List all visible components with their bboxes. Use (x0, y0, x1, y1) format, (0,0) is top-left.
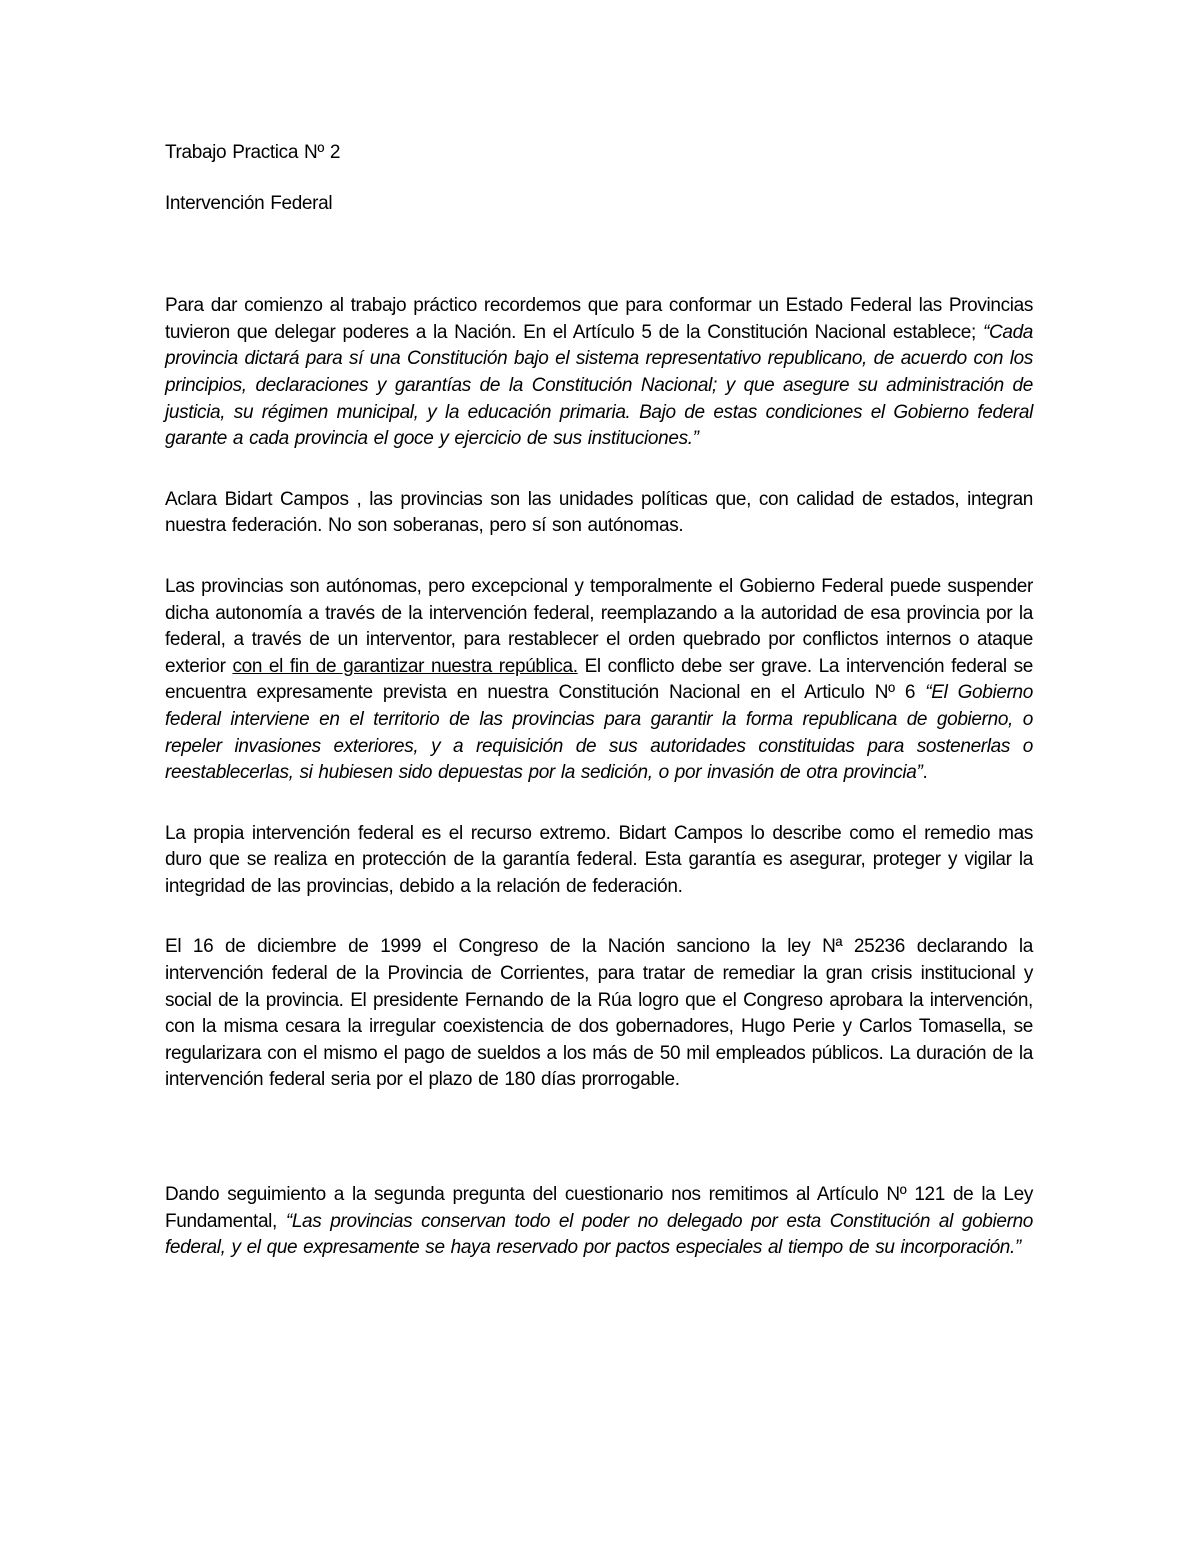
underlined-phrase: con el fin de garantizar nuestra república. (232, 655, 578, 677)
paragraph-intervention (165, 574, 1033, 787)
paragraph-end: . (922, 762, 928, 784)
paragraph-text: Para dar comienzo al trabajo práctico recordemos que para conformar un Estado Federal las Provincias tuvieron que delegar poderes a la Nación. En el Artículo 5 de la Constitución Nacional establece; (165, 295, 1033, 343)
paragraph-extreme-remedy: La propia intervención federal es el recurso extremo. Bidart Campos lo describe como el remedio mas duro que se realiza en protección de la garantía federal. Esta garantía es asegurar, proteger y vigilar la integridad de las provincias, debido a la relación de federación. (165, 822, 1033, 897)
paragraph-text: Dando seguimiento a la segunda pregunta del cuestionario nos remitimos al Artículo Nº 121 de la Ley Fundamental, (165, 1184, 1033, 1232)
paragraph-article-121 (165, 1182, 1033, 1262)
paragraph-text: Las provincias son autónomas, pero excepcional y temporalmente el Gobierno Federal puede suspender dicha autonomía a través de la intervención federal, reemplazando a la autoridad de esa provincia por la federal, a través de un interventor, para restablecer el orden quebrado por conflictos internos o ataque exterior (165, 575, 1033, 677)
quote-article-121: “Las provincias conservan todo el poder no delegado por esta Constitución al gobierno federal, y el que expresamente se haya reservado por pactos especiales al tiempo de su incorporación.” (165, 1210, 1034, 1259)
quote-article-5: “Cada provincia dictará para sí una Constitución bajo el sistema representativo republicano, de acuerdo con los principios, declaraciones y garantías de la Constitución Nacional; y que asegure su administración de justicia, su régimen municipal, y la educación primaria. Bajo de estas condiciones el Gobierno federal garante a cada provincia el goce y ejercicio de sus instituciones.” (165, 321, 1033, 450)
paragraph-bidart-campos: Aclara Bidart Campos , las provincias son las unidades políticas que, con calidad de estados, integran nuestra federación. No son soberanas, pero sí son autónomas. (165, 488, 1033, 537)
paragraph-text: El conflicto debe ser grave. La intervención federal se encuentra expresamente prevista en nuestra Constitución Nacional en el Articulo Nº 6 (165, 655, 1034, 704)
document-body (165, 140, 1033, 1262)
paragraph-article-5 (165, 293, 1033, 453)
paragraph-corrientes: El 16 de diciembre de 1999 el Congreso de la Nación sanciono la ley Nª 25236 declarando la intervención federal de la Provincia de Corrientes, para tratar de remediar la gran crisis institucional y social de la provincia. El presidente Fernando de la Rúa logro que el Congreso aprobara la intervención, con la misma cesara la irregular coexistencia de dos gobernadores, Hugo Perie y Carlos Tomasella, se regularizara con el mismo el pago de sueldos a los más de 50 mil empleados públicos. La duración de la intervención federal seria por el plazo de 180 días prorrogable. (165, 936, 1033, 1091)
document-title: Trabajo Practica Nº 2 (165, 142, 341, 163)
document-subtitle: Intervención Federal (165, 192, 333, 214)
quote-article-6: “El Gobierno federal interviene en el territorio de las provincias para garantir la forma republicana de gobierno, o repeler invasiones exteriores, y a requisición de sus autoridades constituidas para sostenerlas o reestablecerlas, si hubiesen sido depuestas por la sedición, o por invasión de otra provincia” (165, 682, 1033, 784)
